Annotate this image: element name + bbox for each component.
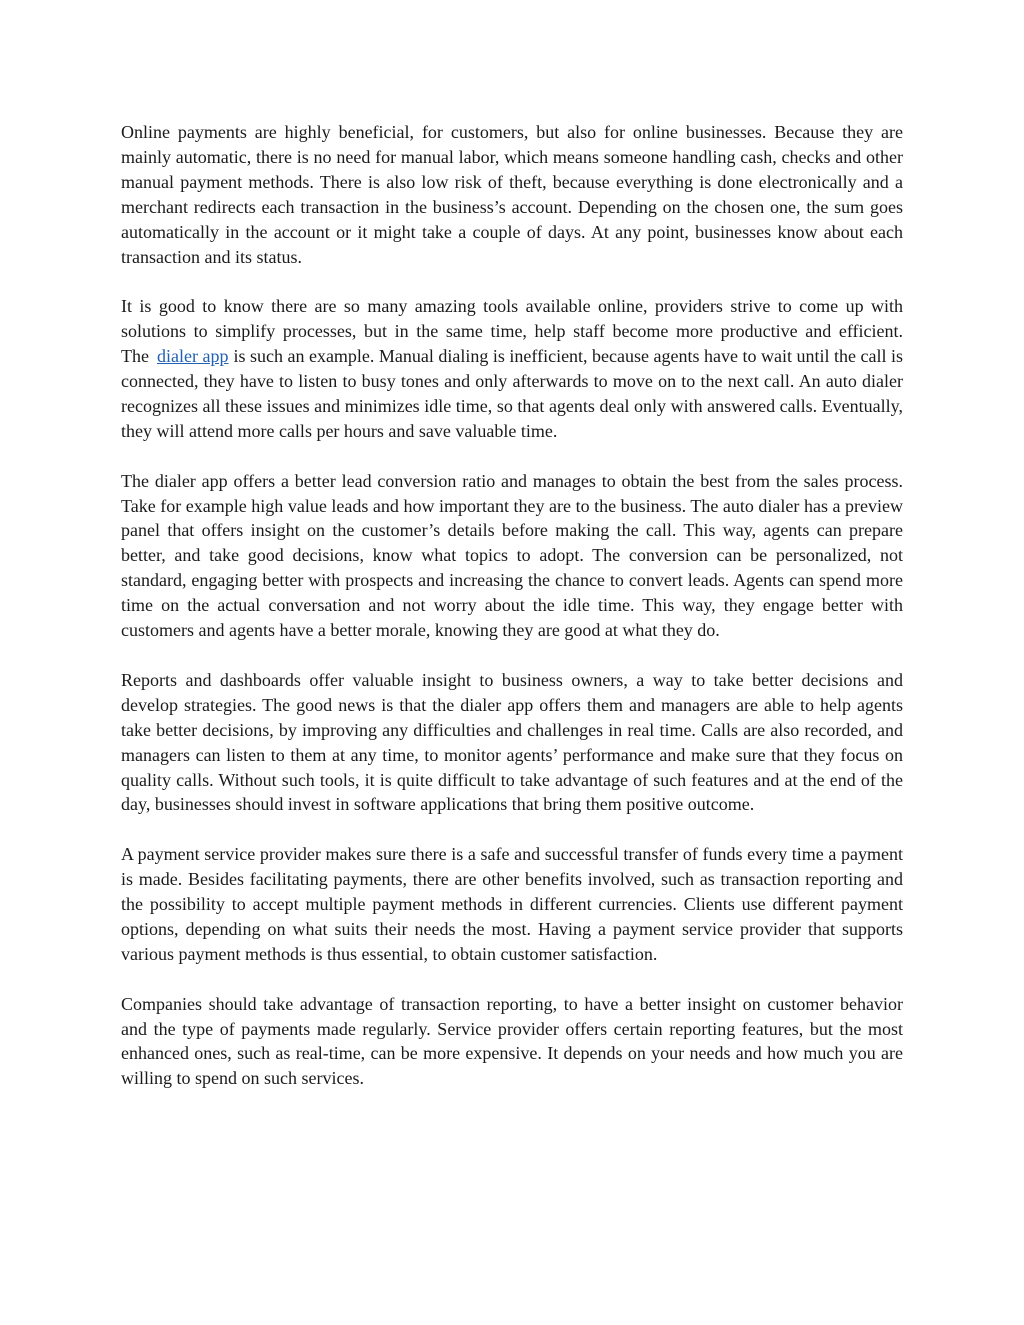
paragraph-2 [121, 294, 903, 443]
document-page [121, 120, 903, 1116]
paragraph-1: Online payments are highly beneficial, for customers, but also for online businesses. Because they are mainly automatic, there is no need for manual labor, which means someone handling cash, checks and other manual payment methods. There is also low risk of theft, because everything is done electronically and a merchant redirects each transaction in the business’s account. Depending on the chosen one, the sum goes automatically in the account or it might take a couple of days. At any point, businesses know about each transaction and its status. [121, 122, 903, 267]
dialer-app-link[interactable]: dialer app [156, 346, 229, 367]
paragraph-3: The dialer app offers a better lead conversion ratio and manages to obtain the best from the sales process. Take for example high value leads and how important they are to the business. The auto dialer has a preview panel that offers insight on the customer’s details before making the call. This way, agents can prepare better, and take good decisions, know what topics to adopt. The conversion can be personalized, not standard, engaging better with prospects and increasing the chance to convert leads. Agents can spend more time on the actual conversation and not worry about the idle time. This way, they engage better with customers and agents have a better morale, knowing they are good at what they do. [121, 470, 903, 641]
paragraph-5: A payment service provider makes sure there is a safe and successful transfer of funds every time a payment is made. Besides facilitating payments, there are other benefits involved, such as transaction reporting and the possibility to accept multiple payment methods in different currencies. Clients use different payment options, depending on what suits their needs the most. Having a payment service provider that supports various payment methods is thus essential, to obtain customer satisfaction. [121, 844, 903, 964]
paragraph-4: Reports and dashboards offer valuable insight to business owners, a way to take better decisions and develop strategies. The good news is that the dialer app offers them and managers are able to help agents take better decisions, by improving any difficulties and challenges in real time. Calls are also recorded, and managers can listen to them at any time, to monitor agents’ performance and make sure that they focus on quality calls. Without such tools, it is quite difficult to take advantage of such features and at the end of the day, businesses should invest in software applications that bring them positive outcome. [121, 669, 903, 815]
paragraph-2-text-after-link: is such an example. Manual dialing is inefficient, because agents have to wait until the call is connected, they have to listen to busy tones and only afterwards to move on to the next call. An auto dialer recognizes all these issues and minimizes idle time, so that agents deal only with answered calls. Eventually, they will attend more calls per hours and save valuable time. [121, 346, 903, 441]
paragraph-6: Companies should take advantage of transaction reporting, to have a better insight on customer behavior and the type of payments made regularly. Service provider offers certain reporting features, but the most enhanced ones, such as real-time, can be more expensive. It depends on your needs and how much you are willing to spend on such services. [121, 993, 903, 1089]
paragraph-2-text-before-link: It is good to know there are so many amazing tools available online, providers strive to come up with solutions to simplify processes, but in the same time, help staff become more productive and efficient. The [121, 296, 903, 367]
